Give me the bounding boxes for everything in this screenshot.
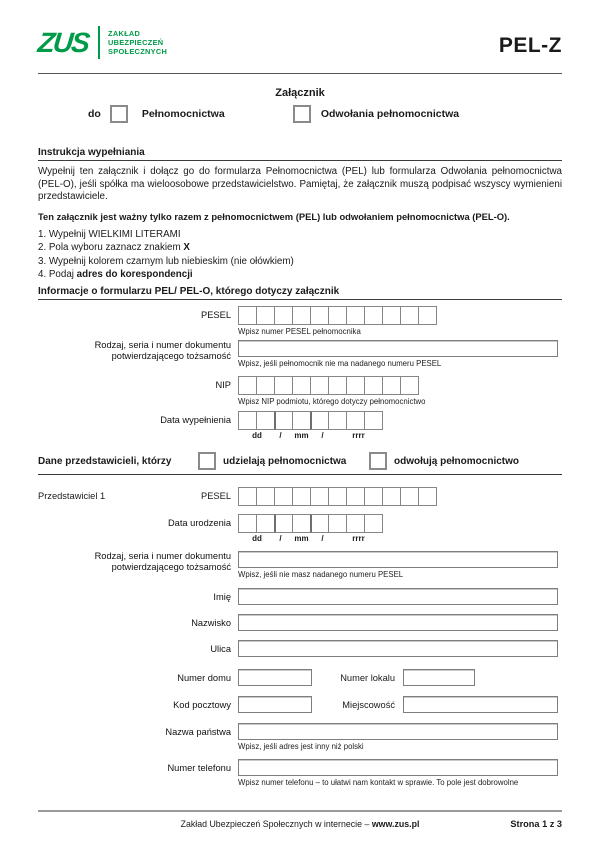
grid-cell[interactable] bbox=[418, 306, 437, 325]
pesel-field bbox=[238, 306, 437, 336]
grant-option-label: udzielają pełnomocnictwa bbox=[223, 455, 347, 467]
logo-caption-line: SPOŁECZNYCH bbox=[108, 47, 168, 56]
grid-cell[interactable] bbox=[328, 376, 347, 395]
odwolanie-checkbox[interactable] bbox=[293, 105, 311, 123]
instruction-item: 2. Pola wyboru zaznacz znakiem X bbox=[38, 242, 190, 254]
doc-id-input[interactable] bbox=[238, 340, 558, 357]
logo-caption-line: ZAKŁAD bbox=[108, 29, 141, 38]
rep1-label: Przedstawiciel 1 bbox=[38, 491, 106, 502]
street-label: Ulica bbox=[210, 644, 231, 655]
grid-cell[interactable] bbox=[238, 306, 257, 325]
grid-cell[interactable] bbox=[364, 514, 383, 533]
grid-cell[interactable] bbox=[310, 514, 329, 533]
grid-cell[interactable] bbox=[364, 487, 383, 506]
grid-cell[interactable] bbox=[382, 487, 401, 506]
grid-cell[interactable] bbox=[400, 487, 419, 506]
footer-rule bbox=[38, 810, 562, 812]
pelnomocnictwo-checkbox[interactable] bbox=[110, 105, 128, 123]
country-input[interactable] bbox=[238, 723, 558, 740]
revoke-checkbox[interactable] bbox=[369, 452, 387, 470]
rep1-label-cell bbox=[38, 487, 231, 501]
country-row bbox=[38, 723, 562, 751]
grid-cell[interactable] bbox=[256, 376, 275, 395]
grid-cell[interactable] bbox=[292, 306, 311, 325]
birth-date-field bbox=[238, 514, 390, 543]
reps-section-heading bbox=[38, 452, 562, 475]
postal-code-input[interactable] bbox=[238, 696, 312, 713]
phone-label: Numer telefonu bbox=[167, 763, 231, 774]
apartment-number-input[interactable] bbox=[403, 669, 475, 686]
doc-id-row bbox=[38, 340, 562, 368]
do-label: do bbox=[88, 107, 101, 120]
grid-cell[interactable] bbox=[310, 487, 329, 506]
grid-cell[interactable] bbox=[238, 514, 257, 533]
phone-hint: Wpisz numer telefonu – to ułatwi nam kontakt w sprawie. To pole jest dobrowolne bbox=[238, 778, 519, 788]
grid-cell[interactable] bbox=[328, 306, 347, 325]
grid-cell[interactable] bbox=[292, 514, 311, 533]
city-input[interactable] bbox=[403, 696, 558, 713]
house-number-input[interactable] bbox=[238, 669, 312, 686]
postal-code-label: Kod pocztowy bbox=[173, 700, 231, 711]
first-name-label: Imię bbox=[213, 592, 231, 603]
birth-date-grid[interactable] bbox=[238, 514, 390, 533]
rep-doc-id-input[interactable] bbox=[238, 551, 558, 568]
rep-doc-id-label: Rodzaj, seria i numer dokumentu potwierdzającego tożsamość bbox=[94, 551, 231, 573]
country-hint: Wpisz, jeśli adres jest inny niż polski bbox=[238, 742, 364, 752]
zus-logo-wordmark: ZUS bbox=[36, 26, 90, 58]
footer-text: Zakład Ubezpieczeń Społecznych w internecie – www.zus.pl bbox=[180, 819, 420, 829]
grid-cell[interactable] bbox=[346, 376, 365, 395]
grid-cell[interactable] bbox=[292, 487, 311, 506]
logo-divider bbox=[98, 26, 100, 59]
grid-cell[interactable] bbox=[238, 487, 257, 506]
pesel-row bbox=[38, 306, 562, 336]
grid-cell[interactable] bbox=[274, 487, 293, 506]
pesel-label: PESEL bbox=[201, 310, 231, 321]
country-field bbox=[238, 723, 558, 751]
house-number-label: Numer domu bbox=[177, 673, 231, 684]
grid-cell[interactable] bbox=[346, 487, 365, 506]
grid-cell[interactable] bbox=[364, 376, 383, 395]
postal-city-row bbox=[38, 696, 562, 713]
grid-cell[interactable] bbox=[256, 514, 275, 533]
street-input[interactable] bbox=[238, 640, 558, 657]
instructions-note: Ten załącznik jest ważny tylko razem z pełnomocnictwem (PEL) lub odwołaniem pełnomocnictwa (PEL-O). bbox=[38, 211, 510, 223]
attachment-title: Załącznik bbox=[275, 87, 325, 99]
grid-cell[interactable] bbox=[310, 411, 329, 430]
nip-hint: Wpisz NIP podmiotu, którego dotyczy pełnomocnictwo bbox=[238, 397, 426, 407]
zus-logo-caption bbox=[108, 29, 167, 56]
form-code: PEL-Z bbox=[498, 34, 562, 57]
fill-date-row bbox=[38, 411, 562, 440]
rep-doc-id-hint: Wpisz, jeśli nie masz nadanego numeru PESEL bbox=[238, 570, 404, 580]
nip-row bbox=[38, 376, 562, 406]
rep-doc-id-field bbox=[238, 551, 558, 579]
grid-cell[interactable] bbox=[292, 411, 311, 430]
grid-cell[interactable] bbox=[364, 411, 383, 430]
grid-cell[interactable] bbox=[310, 376, 329, 395]
grid-cell[interactable] bbox=[256, 306, 275, 325]
doc-id-hint: Wpisz, jeśli pełnomocnik nie ma nadanego numeru PESEL bbox=[238, 359, 442, 369]
grid-cell[interactable] bbox=[310, 306, 329, 325]
grid-cell[interactable] bbox=[238, 376, 257, 395]
instruction-item: 1. Wypełnij WIELKIMI LITERAMI bbox=[38, 229, 181, 241]
grid-cell[interactable] bbox=[400, 306, 419, 325]
grid-cell[interactable] bbox=[328, 514, 347, 533]
last-name-row bbox=[38, 614, 562, 631]
pesel-hint: Wpisz numer PESEL pełnomocnika bbox=[238, 327, 361, 337]
instruction-item: 3. Wypełnij kolorem czarnym lub niebieskim (nie ołówkiem) bbox=[38, 255, 294, 267]
fill-date-grid[interactable] bbox=[238, 411, 390, 430]
last-name-label: Nazwisko bbox=[191, 618, 231, 629]
grid-cell[interactable] bbox=[292, 376, 311, 395]
first-name-row bbox=[38, 588, 562, 605]
grid-cell[interactable] bbox=[364, 306, 383, 325]
grid-cell[interactable] bbox=[382, 306, 401, 325]
instructions-paragraph: Wypełnij ten załącznik i dołącz go do formularza Pełnomocnictwa (PEL) lub formularza Odwołania pełnomocnictwa (PEL-O), jeśli spółka ma wieloosobowe przedstawicielstwo. Pamiętaj, że załącznik muszą podpisać wszyscy wymienieni przedstawiciele. bbox=[38, 166, 562, 203]
birth-date-label: Data urodzenia bbox=[167, 518, 231, 529]
grid-cell[interactable] bbox=[274, 376, 293, 395]
grid-cell[interactable] bbox=[346, 306, 365, 325]
rep1-pesel-field bbox=[238, 487, 437, 506]
phone-input[interactable] bbox=[238, 759, 558, 776]
grid-cell[interactable] bbox=[418, 487, 437, 506]
info-section-heading: Informacje o formularzu PEL/ PEL-O, którego dotyczy załącznik bbox=[38, 286, 562, 300]
instruction-item: 4. Podaj adres do korespondencji bbox=[38, 269, 193, 280]
grid-cell[interactable] bbox=[256, 487, 275, 506]
header-rule bbox=[38, 73, 562, 74]
grid-cell[interactable] bbox=[382, 376, 401, 395]
reps-heading-label: Dane przedstawicieli, którzy bbox=[38, 455, 172, 467]
attachment-type-row bbox=[38, 104, 562, 123]
apartment-number-label: Numer lokalu bbox=[340, 673, 395, 684]
grid-cell[interactable] bbox=[274, 306, 293, 325]
page-number: Strona 1 z 3 bbox=[510, 819, 562, 829]
nip-grid[interactable] bbox=[238, 376, 426, 395]
instructions-list bbox=[38, 228, 562, 281]
first-name-input[interactable] bbox=[238, 588, 558, 605]
fill-date-field bbox=[238, 411, 390, 440]
instructions-heading: Instrukcja wypełniania bbox=[38, 147, 562, 161]
odwolanie-option-label: Odwołania pełnomocnictwa bbox=[320, 107, 460, 120]
phone-field bbox=[238, 759, 558, 787]
grid-cell[interactable] bbox=[328, 487, 347, 506]
phone-row bbox=[38, 759, 562, 787]
house-apt-row bbox=[38, 669, 562, 686]
page-footer bbox=[38, 810, 562, 833]
doc-id-label: Rodzaj, seria i numer dokumentu potwierdzającego tożsamość bbox=[94, 340, 231, 362]
rep1-pesel-grid[interactable] bbox=[238, 487, 437, 506]
grid-cell[interactable] bbox=[346, 411, 365, 430]
birth-date-format-labels: dd / mm / rrrr bbox=[252, 534, 365, 544]
grid-cell[interactable] bbox=[274, 411, 293, 430]
nip-field bbox=[238, 376, 426, 406]
zus-logo bbox=[38, 26, 167, 59]
city-label: Miejscowość bbox=[342, 700, 395, 711]
logo-caption-line: UBEZPIECZEŃ bbox=[108, 38, 164, 47]
grid-cell[interactable] bbox=[328, 411, 347, 430]
page-header bbox=[38, 26, 562, 68]
country-label: Nazwa państwa bbox=[165, 727, 231, 738]
date-format-labels: dd / mm / rrrr bbox=[252, 431, 365, 441]
street-row bbox=[38, 640, 562, 657]
grant-checkbox[interactable] bbox=[198, 452, 216, 470]
pesel-grid[interactable] bbox=[238, 306, 437, 325]
footer-url: www.zus.pl bbox=[371, 819, 420, 829]
last-name-input[interactable] bbox=[238, 614, 558, 631]
grid-cell[interactable] bbox=[400, 376, 419, 395]
grid-cell[interactable] bbox=[256, 411, 275, 430]
pelnomocnictwo-option-label: Pełnomocnictwa bbox=[141, 107, 225, 120]
fill-date-label: Data wypełnienia bbox=[160, 415, 231, 426]
rep1-pesel-label: PESEL bbox=[201, 491, 231, 502]
nip-label: NIP bbox=[215, 380, 231, 391]
footer-row bbox=[38, 819, 562, 833]
grid-cell[interactable] bbox=[274, 514, 293, 533]
revoke-option-label: odwołują pełnomocnictwo bbox=[394, 455, 519, 467]
grid-cell[interactable] bbox=[238, 411, 257, 430]
doc-id-field bbox=[238, 340, 558, 368]
birth-date-row bbox=[38, 514, 562, 543]
rep1-pesel-row bbox=[38, 487, 562, 506]
grid-cell[interactable] bbox=[346, 514, 365, 533]
rep-doc-id-row bbox=[38, 551, 562, 579]
